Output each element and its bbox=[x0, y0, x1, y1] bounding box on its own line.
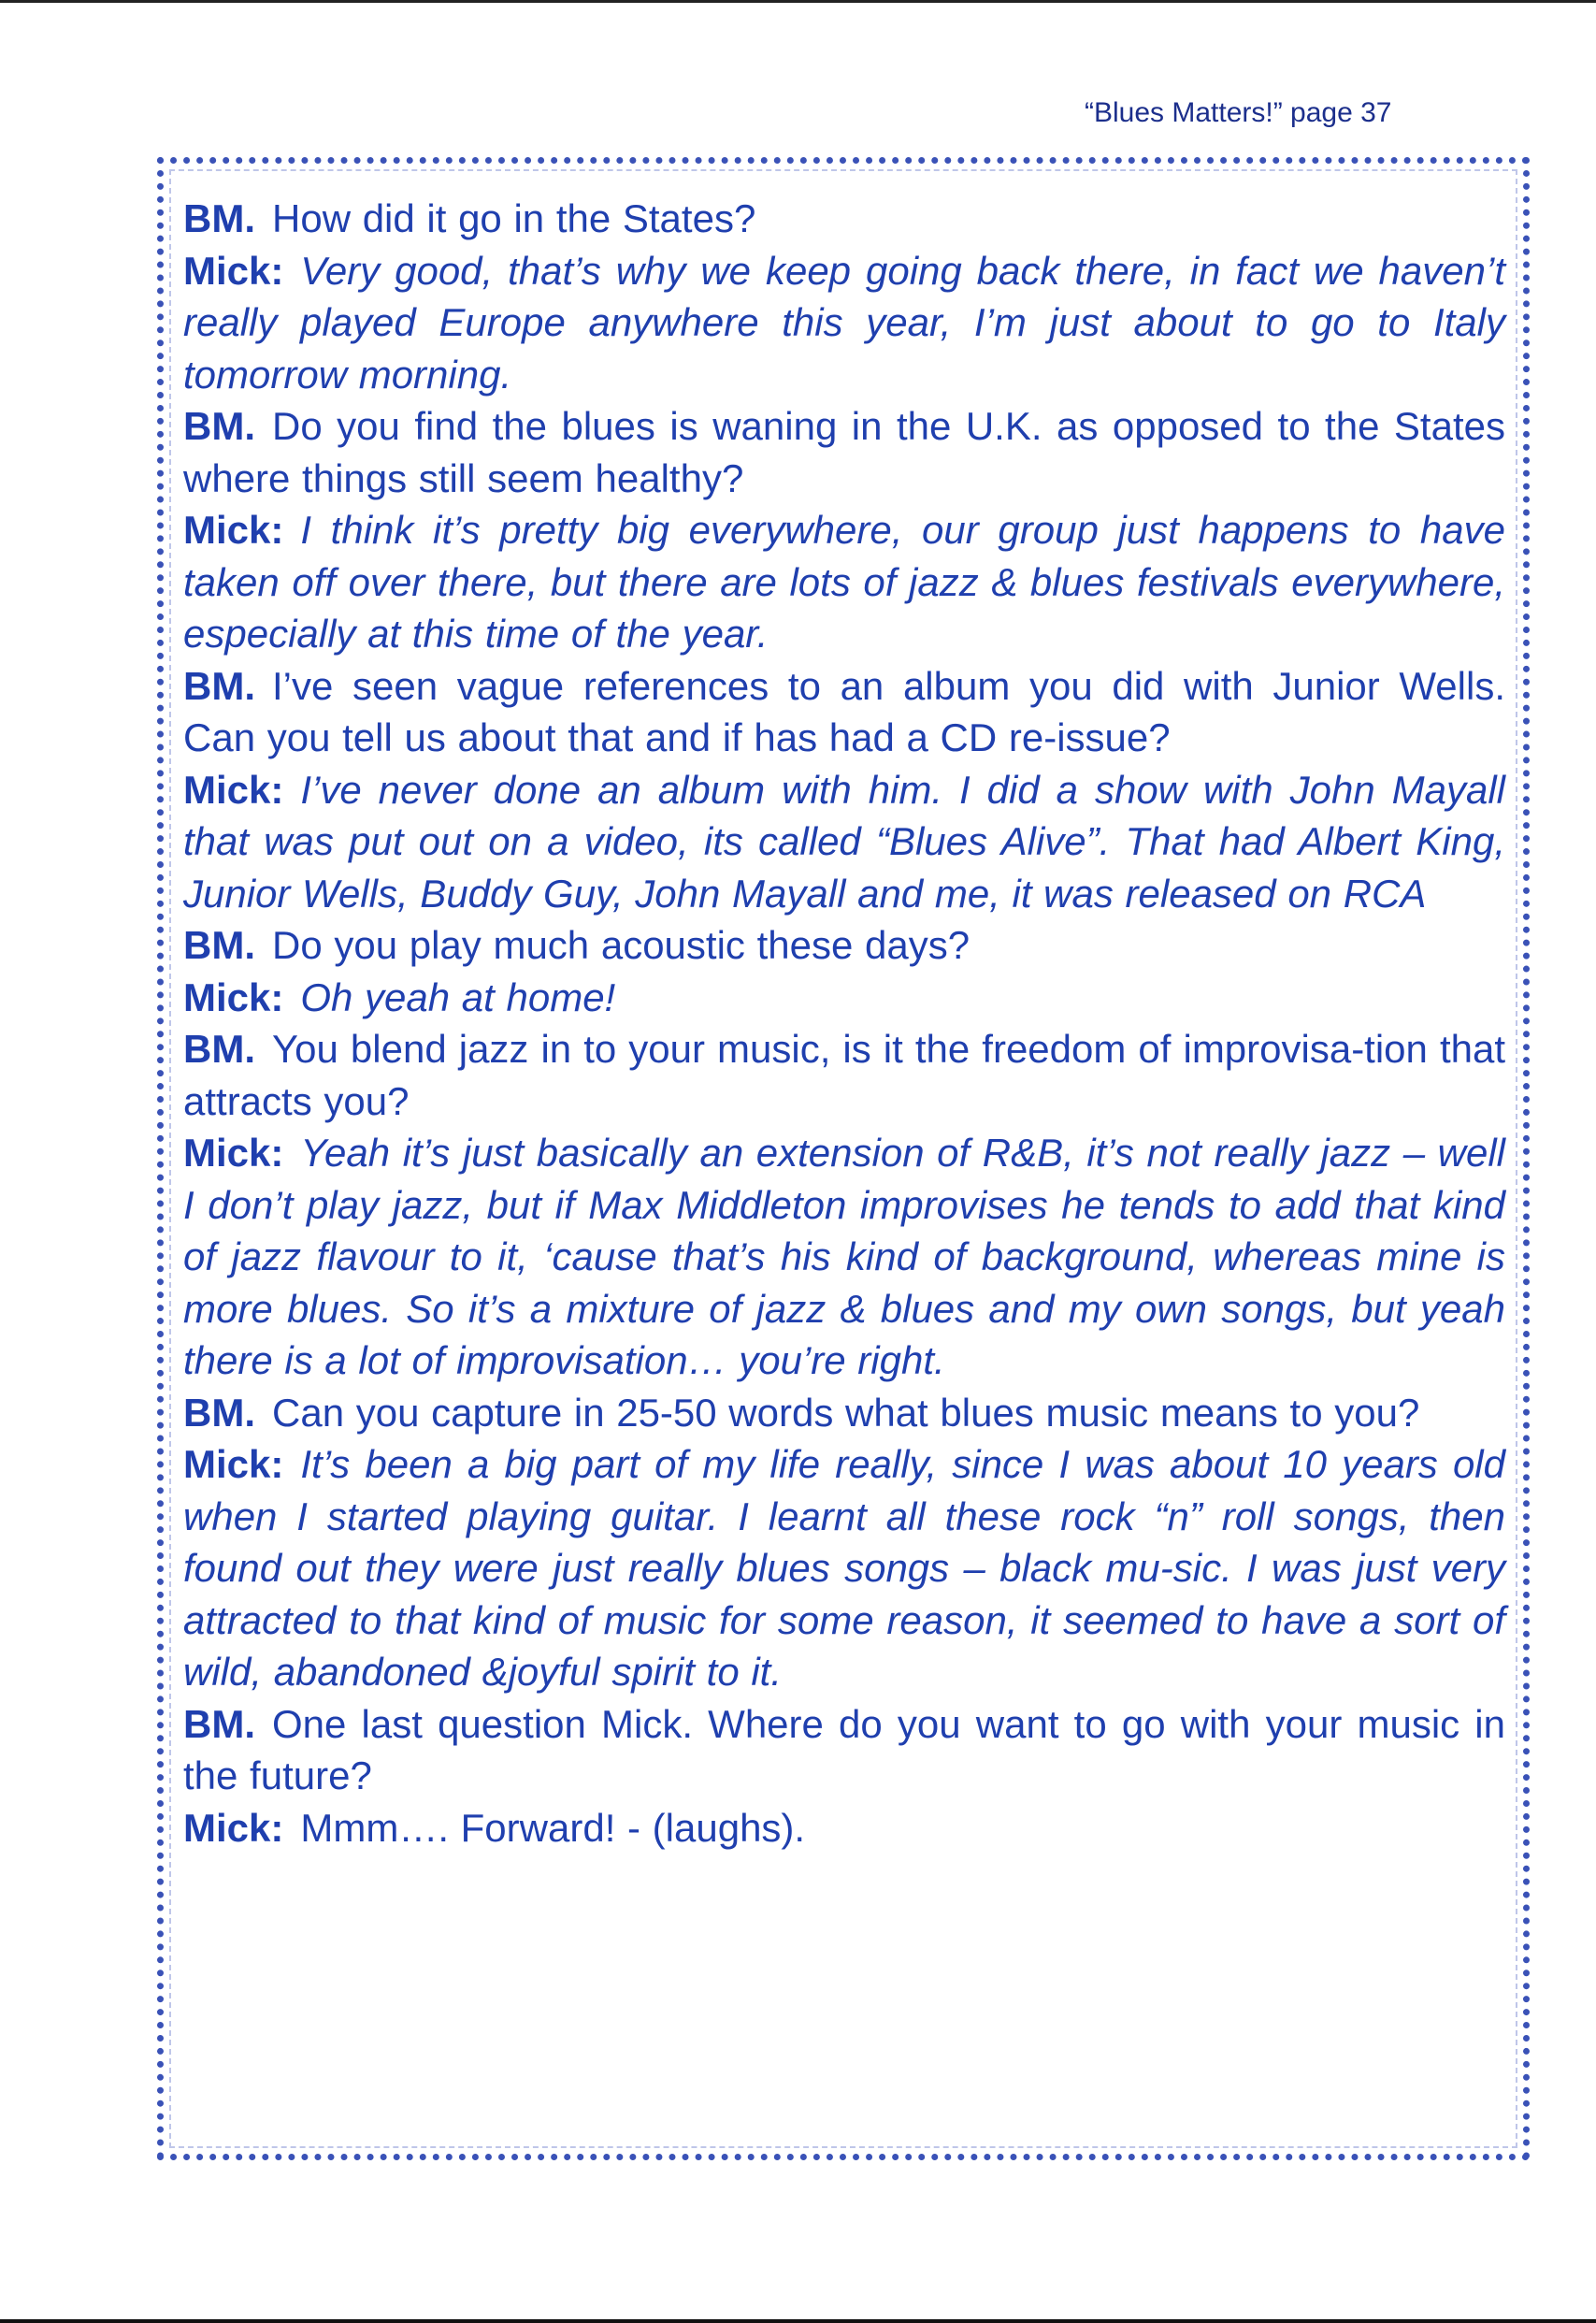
entry-text: I think it’s pretty big everywhere, our group just happens to have taken off over there, but there are lots of jazz & blues festivals everywhere, especially at this time of the year. bbox=[183, 508, 1505, 656]
entry-text: Oh yeah at home! bbox=[300, 974, 616, 1019]
entry-text: Mmm…. Forward! - (laughs). bbox=[300, 1805, 806, 1850]
entry-text: Do you find the blues is waning in the U.K. as opposed to the States where things still seem healthy? bbox=[183, 404, 1505, 500]
speaker-label: Mick: bbox=[183, 767, 284, 812]
interview-entry bbox=[183, 1802, 1505, 1854]
entry-text: One last question Mick. Where do you want to go with your music in the future? bbox=[183, 1701, 1505, 1797]
speaker-label: BM. bbox=[183, 1701, 255, 1746]
interview-entry bbox=[183, 193, 1505, 245]
speaker-label: Mick: bbox=[183, 508, 284, 552]
interview-entry bbox=[183, 400, 1505, 504]
speaker-label: Mick: bbox=[183, 974, 284, 1019]
entry-text: Yeah it’s just basically an extension of R&B, it’s not really jazz – well I don’t play jazz, but if Max Middleton improvises he tends to add that kind of jazz flavour to it, ‘cause that’s his kind of background, whereas mine is more blues. So it’s a mixture of jazz & blues and my own songs, but yeah there is a lot of improvisation… you’re right. bbox=[183, 1131, 1505, 1382]
top-rule bbox=[0, 0, 1596, 3]
entry-text: I’ve never done an album with him. I did a show with John Mayall that was put out on a video, its called “Blues Alive”. That had Albert King, Junior Wells, Buddy Guy, John Mayall and me, it was released on RCA bbox=[183, 767, 1505, 916]
entry-text: I’ve seen vague references to an album you did with Junior Wells. Can you tell us about that and if has had a CD re-issue? bbox=[183, 663, 1505, 759]
speaker-label: BM. bbox=[183, 663, 255, 708]
entry-text: Very good, that’s why we keep going back there, in fact we haven’t really played Europe anywhere this year, I’m just about to go to Italy tomorrow morning. bbox=[183, 248, 1505, 397]
speaker-label: BM. bbox=[183, 196, 255, 240]
speaker-label: Mick: bbox=[183, 1442, 284, 1486]
entry-text: Can you capture in 25-50 words what blues music means to you? bbox=[272, 1390, 1420, 1435]
interview-entry bbox=[183, 245, 1505, 401]
entry-text: Do you play much acoustic these days? bbox=[272, 923, 971, 967]
speaker-label: Mick: bbox=[183, 248, 284, 293]
interview-entry bbox=[183, 972, 1505, 1024]
bottom-rule bbox=[0, 2319, 1596, 2323]
interview-entry bbox=[183, 1387, 1505, 1439]
interview-entry bbox=[183, 1127, 1505, 1387]
interview-entry bbox=[183, 919, 1505, 972]
speaker-label: Mick: bbox=[183, 1805, 284, 1850]
speaker-label: BM. bbox=[183, 923, 255, 967]
interview-entry bbox=[183, 764, 1505, 920]
speaker-label: Mick: bbox=[183, 1131, 284, 1175]
speaker-label: BM. bbox=[183, 1027, 255, 1071]
interview-body bbox=[183, 193, 1505, 1854]
interview-entry bbox=[183, 1023, 1505, 1127]
speaker-label: BM. bbox=[183, 404, 255, 448]
entry-text: How did it go in the States? bbox=[272, 196, 756, 240]
entry-text: You blend jazz in to your music, is it the freedom of improvisa-tion that attracts you? bbox=[183, 1027, 1505, 1123]
entry-text: It’s been a big part of my life really, since I was about 10 years old when I started playing guitar. I learnt all these rock “n” roll songs, then found out they were just really blues songs – black mu-sic. I was just very attracted to that kind of music for some reason, it seemed to have a sort of wild, abandoned &joyful spirit to it. bbox=[183, 1442, 1505, 1694]
interview-entry bbox=[183, 504, 1505, 660]
interview-entry bbox=[183, 1698, 1505, 1802]
speaker-label: BM. bbox=[183, 1390, 255, 1435]
page-header: “Blues Matters!” page 37 bbox=[1085, 97, 1392, 128]
interview-entry bbox=[183, 660, 1505, 764]
interview-entry bbox=[183, 1438, 1505, 1698]
